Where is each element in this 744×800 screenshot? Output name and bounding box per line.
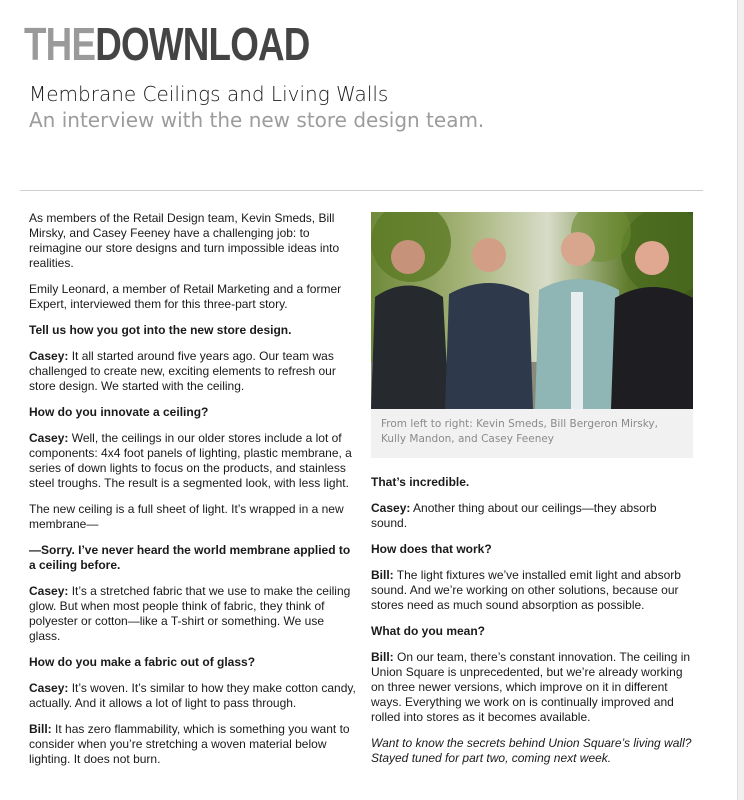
interview-answer bbox=[29, 722, 357, 767]
logo-the: THE bbox=[24, 18, 96, 70]
interview-question: How does that work? bbox=[371, 542, 492, 556]
answer-text: Another thing about our ceilings—they absorb sound. bbox=[371, 501, 657, 530]
interview-answer bbox=[371, 501, 693, 531]
speaker-name: Bill: bbox=[371, 650, 394, 664]
article-subtitle: An interview with the new store design team. bbox=[29, 108, 485, 132]
body-paragraph: The new ceiling is a full sheet of light. It’s wrapped in a new membrane— bbox=[29, 502, 344, 531]
interview-question: How do you make a fabric out of glass? bbox=[29, 655, 256, 669]
page-edge bbox=[737, 0, 744, 800]
interview-answer bbox=[29, 431, 357, 491]
article-title: Membrane Ceilings and Living Walls bbox=[29, 82, 389, 106]
speaker-name: Casey: bbox=[29, 584, 69, 598]
answer-text: On our team, there’s constant innovation. The ceiling in Union Square is unprecedented, but we’re already working on three newer versions, which improve on it in different ways. Everything we work on is continually improved and rolled into stores as it becomes available. bbox=[371, 650, 691, 724]
interview-answer bbox=[29, 681, 357, 711]
answer-text: It’s woven. It’s similar to how they make cotton candy, actually. And it allows a lot of light to pass through. bbox=[29, 681, 356, 710]
speaker-name: Casey: bbox=[29, 349, 69, 363]
logo-download: DOWNLOAD bbox=[95, 18, 310, 70]
interview-question: —Sorry. I’ve never heard the world membrane applied to a ceiling before. bbox=[29, 543, 351, 572]
team-photo bbox=[371, 212, 693, 409]
interview-question: What do you mean? bbox=[371, 624, 485, 638]
answer-text: It all started around five years ago. Our team was challenged to create new, exciting elements to refresh our store design. We started with the ceiling. bbox=[29, 349, 336, 393]
header-divider bbox=[20, 190, 703, 191]
interview-question: Tell us how you got into the new store design. bbox=[29, 323, 292, 337]
speaker-name: Casey: bbox=[371, 501, 411, 515]
left-column bbox=[29, 211, 357, 778]
speaker-name: Bill: bbox=[29, 722, 52, 736]
closing-teaser: Want to know the secrets behind Union Square’s living wall? Stayed tuned for part two, coming next week. bbox=[371, 736, 692, 765]
interview-answer bbox=[371, 650, 693, 725]
body-paragraph: As members of the Retail Design team, Kevin Smeds, Bill Mirsky, and Casey Feeney have a challenging job: to reimagine our store designs and turn impossible ideas into realities. bbox=[29, 211, 340, 270]
answer-text: Well, the ceilings in our older stores include a lot of components: 4x4 foot panels of lighting, plastic membrane, a series of down lights to focus on the products, and stainless steel troughs. The result is a segmented look, with less light. bbox=[29, 431, 352, 490]
interview-question: That’s incredible. bbox=[371, 475, 470, 489]
newsletter-logo bbox=[24, 16, 310, 72]
photo-card bbox=[371, 212, 693, 458]
answer-text: The light fixtures we’ve installed emit light and absorb sound. And we’re working on other solutions, because our stores need as much sound absorption as possible. bbox=[371, 568, 681, 612]
speaker-name: Casey: bbox=[29, 681, 69, 695]
right-column bbox=[371, 475, 693, 777]
interview-answer bbox=[29, 349, 357, 394]
body-paragraph: Emily Leonard, a member of Retail Marketing and a former Expert, interviewed them for this three-part story. bbox=[29, 282, 342, 311]
photo-caption: From left to right: Kevin Smeds, Bill Bergeron Mirsky, Kully Mandon, and Casey Feeney bbox=[381, 418, 658, 445]
speaker-name: Bill: bbox=[371, 568, 394, 582]
speaker-name: Casey: bbox=[29, 431, 69, 445]
answer-text: It’s a stretched fabric that we use to make the ceiling glow. But when most people think of fabric, they think of polyester or cotton—like a T-shirt or something. We use glass. bbox=[29, 584, 351, 643]
interview-answer bbox=[29, 584, 357, 644]
answer-text: It has zero flammability, which is something you want to consider when you’re stretching a woven material below lighting. It does not burn. bbox=[29, 722, 350, 766]
interview-answer bbox=[371, 568, 693, 613]
interview-question: How do you innovate a ceiling? bbox=[29, 405, 209, 419]
